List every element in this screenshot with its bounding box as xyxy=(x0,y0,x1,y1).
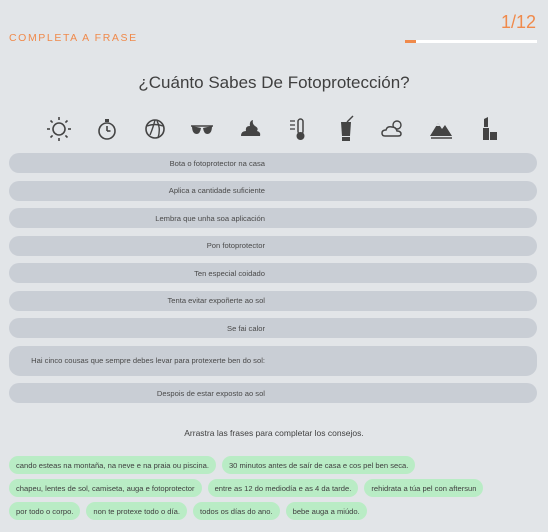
sentence-text: Se fai calor xyxy=(227,323,265,333)
sentence-row[interactable] xyxy=(9,181,537,201)
sentence-row[interactable] xyxy=(9,263,537,283)
sentence-row[interactable] xyxy=(9,208,537,228)
progress-fill xyxy=(405,40,416,43)
stopwatch-icon xyxy=(94,114,120,144)
cocktail-icon xyxy=(333,114,359,144)
draggable-chip[interactable]: cando esteas na montaña, na neve e na praia ou piscina. xyxy=(9,456,216,474)
sunglasses-icon xyxy=(189,114,215,144)
sentence-row[interactable] xyxy=(9,383,537,403)
sentence-text: Bota o fotoprotector na casa xyxy=(169,158,265,168)
draggable-chip[interactable]: chapeu, lentes de sol, camiseta, auga e fotoprotector xyxy=(9,479,202,497)
draggable-chip[interactable]: entre as 12 do mediodía e as 4 da tarde. xyxy=(208,479,359,497)
sun-icon xyxy=(46,114,72,144)
sentence-text: Lembra que unha soa aplicación xyxy=(155,213,265,223)
sentence-row[interactable] xyxy=(9,346,537,376)
draggable-chip[interactable]: todos os días do ano. xyxy=(193,502,280,520)
sentence-text: Tenta evitar expoñerte ao sol xyxy=(167,296,265,305)
draggable-chip[interactable]: por todo o corpo. xyxy=(9,502,80,520)
sentence-rows xyxy=(9,153,537,411)
mountain-icon xyxy=(428,114,454,144)
sentence-text: Hai cinco cousas que sempre debes levar para protexerte ben do sol: xyxy=(31,355,265,365)
sentence-text: Aplica a cantidade suficiente xyxy=(168,186,265,195)
sentence-row[interactable] xyxy=(9,153,537,173)
draggable-chip[interactable]: bebe auga a miúdo. xyxy=(286,502,367,520)
sentence-row[interactable] xyxy=(9,236,537,256)
draggable-chip[interactable]: non te protexe todo o día. xyxy=(86,502,187,520)
sentence-row[interactable] xyxy=(9,291,537,311)
draggable-chip[interactable]: 30 minutos antes de saír de casa e cos pel ben seca. xyxy=(222,456,415,474)
draggable-chip[interactable]: rehidrata a túa pel con aftersun xyxy=(364,479,483,497)
thermometer-sun-icon xyxy=(285,114,311,144)
question-counter: 1/12 xyxy=(500,12,536,32)
beach-ball-icon xyxy=(142,114,168,144)
sunscreen-dollop-icon xyxy=(237,114,263,144)
sentence-row[interactable] xyxy=(9,318,537,338)
instruction-text: Arrastra las frases para completar los consejos. xyxy=(184,428,364,438)
progress-bar xyxy=(405,40,537,43)
page-title: ¿Cuánto Sabes De Fotoprotección? xyxy=(138,73,410,92)
sentence-text: Ten especial coidado xyxy=(194,268,265,278)
sentence-text: Pon fotoprotector xyxy=(206,241,265,250)
sentence-text: Despois de estar exposto ao sol xyxy=(156,388,265,398)
cloud-sun-icon xyxy=(380,114,406,144)
answer-chips xyxy=(9,456,539,520)
page-label: COMPLETA A FRASE xyxy=(9,32,138,44)
lipstick-icon xyxy=(476,114,502,144)
icon-strip xyxy=(46,113,502,145)
